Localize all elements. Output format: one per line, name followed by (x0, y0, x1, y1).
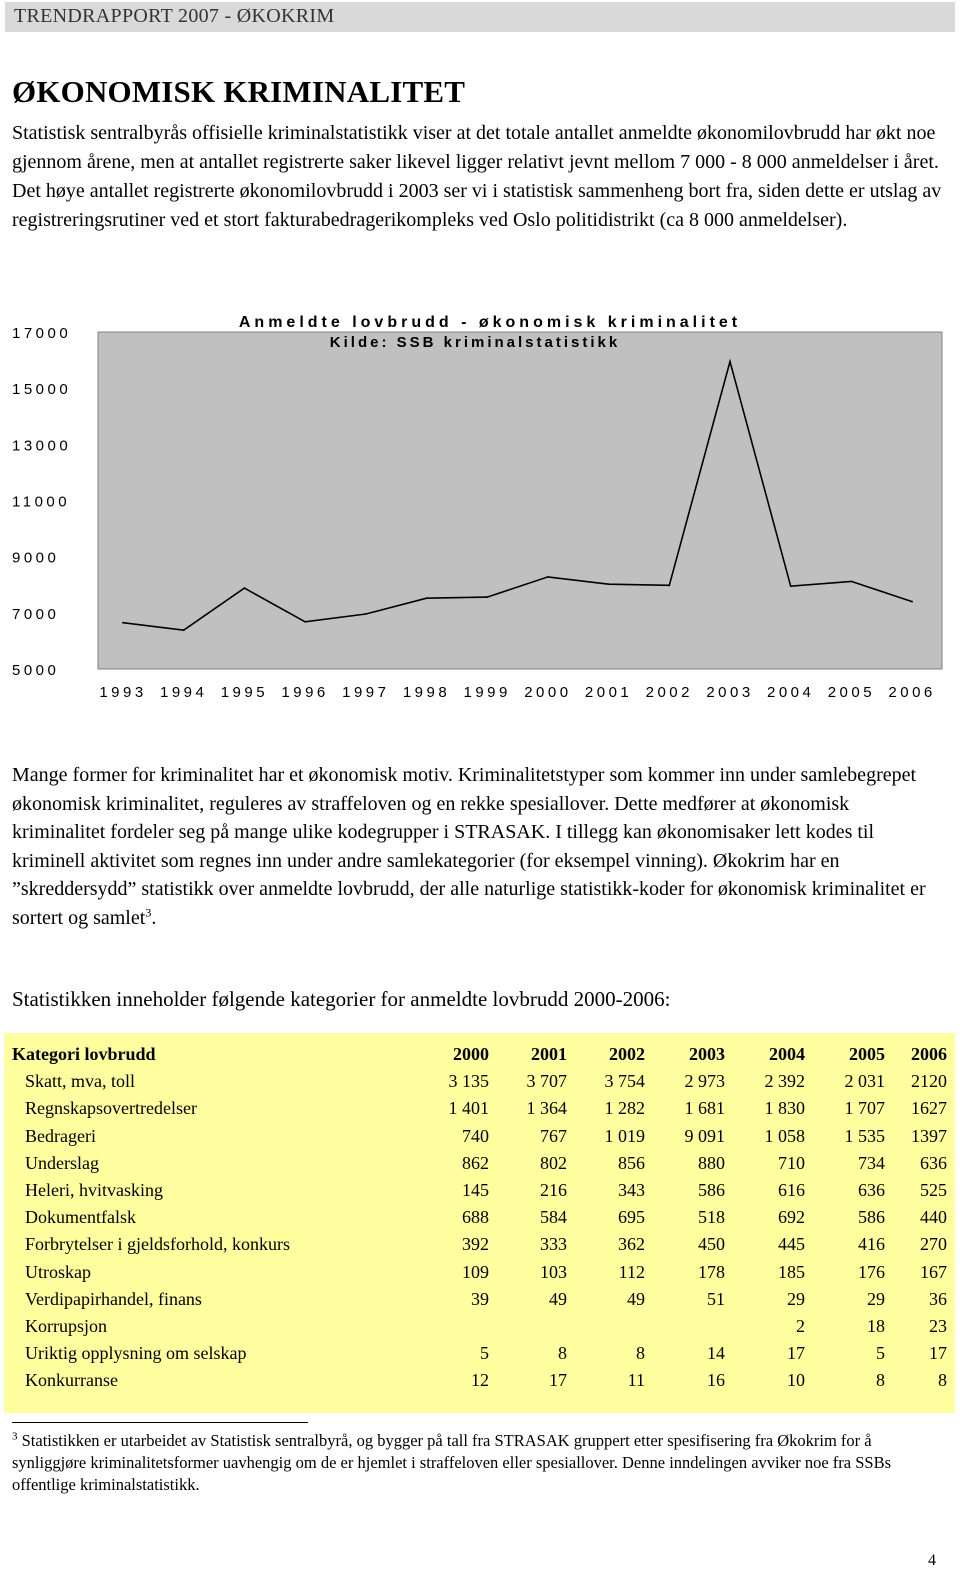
data-point (183, 629, 185, 631)
table-row (12, 1150, 947, 1177)
table-cell-value: 1 058 (764, 1125, 805, 1146)
table-header-year: 2002 (609, 1044, 645, 1065)
table-cell-value: 688 (462, 1207, 489, 1228)
table-cell-value: 440 (920, 1207, 947, 1228)
table-header-year: 2004 (769, 1044, 805, 1065)
x-tick-label: 2004 (767, 684, 815, 701)
table-cell-value: 2120 (911, 1071, 947, 1092)
table-cell-value: 36 (929, 1288, 947, 1309)
table-header-category: Kategori lovbrudd (12, 1044, 156, 1065)
table-cell-value: 695 (618, 1207, 645, 1228)
table-cell-category: Regnskapsovertredelser (25, 1098, 197, 1119)
table-cell-value: 29 (787, 1288, 805, 1309)
motive-end: . (151, 906, 157, 929)
table-cell-value: 1 535 (844, 1125, 885, 1146)
table-cell-value: 11 (627, 1370, 645, 1391)
x-tick-label: 1994 (160, 684, 208, 701)
table-cell-value: 8 (636, 1343, 645, 1364)
table-row (12, 1231, 947, 1258)
table-row (12, 1177, 947, 1204)
table-cell-value: 17 (929, 1343, 947, 1364)
table-cell-value: 416 (858, 1234, 885, 1255)
table-cell-category: Bedrageri (25, 1125, 96, 1146)
data-point (365, 613, 367, 615)
table-cell-value: 10 (787, 1370, 805, 1391)
table-cell-value: 39 (471, 1288, 489, 1309)
table-cell-value: 29 (867, 1288, 885, 1309)
footnote-separator (12, 1422, 308, 1423)
table-cell-value: 270 (920, 1234, 947, 1255)
y-tick-label: 9000 (12, 549, 60, 567)
table-cell-value: 1397 (911, 1125, 947, 1146)
table-cell-value: 734 (858, 1152, 885, 1173)
table-cell-value: 5 (876, 1343, 885, 1364)
table-row (12, 1123, 947, 1150)
table-cell-value: 525 (920, 1180, 947, 1201)
table-cell-value: 2 392 (764, 1071, 805, 1092)
table-cell-value: 636 (858, 1180, 885, 1201)
table-cell-value: 445 (778, 1234, 805, 1255)
table-cell-value: 167 (920, 1261, 947, 1282)
table-cell-value: 1 681 (684, 1098, 725, 1119)
line-chart-svg (0, 298, 960, 718)
x-tick-label: 2005 (827, 684, 876, 701)
table-cell-value (399, 1313, 489, 1340)
table-cell-value: 49 (549, 1288, 567, 1309)
table-header-year: 2003 (689, 1044, 725, 1065)
table-row (12, 1313, 947, 1340)
table-cell-value: 392 (462, 1234, 489, 1255)
table-row (12, 1367, 947, 1394)
x-tick-label: 1998 (402, 684, 451, 701)
table-cell-category: Skatt, mva, toll (25, 1071, 135, 1092)
category-table-panel (4, 1033, 955, 1413)
line-chart (0, 298, 960, 718)
table-cell-category: Dokumentfalsk (25, 1207, 136, 1228)
data-point (911, 601, 913, 603)
x-tick-label: 2003 (706, 684, 754, 701)
table-cell-value: 49 (627, 1288, 645, 1309)
y-tick-label: 11000 (12, 493, 71, 511)
data-point (668, 584, 670, 586)
table-cell-value: 8 (558, 1343, 567, 1364)
table-cell-category: Underslag (25, 1152, 99, 1173)
intro-paragraph: Statistisk sentralbyrås offisielle kriminalstatistikk viser at det totale antallet anmeldte økonomilovbrudd har økt noe gjennom årene, men at antallet registrerte saker likevel ligger relativt jevnt mellom 7 000 - 8 000 anmeldelser i året. Det høye antallet registrerte økonomilovbrudd i 2003 ser vi i statistisk sammenheng bort fra, siden dette er utslag av registreringsrutiner ved et stort fakturabedragerikompleks ved Oslo politidistrikt (ca 8 000 anmeldelser). (12, 122, 942, 231)
table-cell-category: Korrupsjon (25, 1315, 107, 1336)
table-cell-value: 23 (929, 1315, 947, 1336)
table-cell-category: Forbrytelser i gjeldsforhold, konkurs (25, 1234, 290, 1255)
table-cell-value: 362 (618, 1234, 645, 1255)
x-tick-label: 2000 (524, 684, 572, 701)
table-cell-value: 1 830 (764, 1098, 805, 1119)
table-cell-value: 8 (938, 1370, 947, 1391)
data-point (426, 597, 428, 599)
table-header-year: 2001 (531, 1044, 567, 1065)
footnote-number: 3 (12, 1430, 18, 1443)
x-tick-label: 1999 (463, 684, 511, 701)
data-point (122, 622, 124, 624)
table-cell-value: 343 (618, 1180, 645, 1201)
y-tick-label: 17000 (12, 325, 72, 342)
table-cell-value: 767 (540, 1125, 567, 1146)
data-point (851, 581, 853, 583)
chart-title: Anmeldte lovbrudd - økonomisk kriminalitet (238, 314, 742, 331)
table-cell-value: 518 (698, 1207, 725, 1228)
table-cell-value: 9 091 (684, 1125, 725, 1146)
table-cell-value: 12 (471, 1370, 489, 1391)
table-cell-value: 692 (778, 1207, 805, 1228)
table-cell-value: 3 754 (604, 1071, 645, 1092)
table-cell-value: 710 (778, 1152, 805, 1173)
table-cell-value: 14 (707, 1343, 725, 1364)
table-cell-value: 18 (867, 1315, 885, 1336)
x-tick-label: 2001 (584, 684, 633, 701)
footnote-text: Statistikken er utarbeidet av Statistisk sentralbyrå, og bygger på tall fra STRASAK gruppert etter spesifisering fra Økokrim for å synliggjøre kriminalitetsformer uavhengig om de er hjemlet i straffeloven eller spesiallover. Denne inndelingen avviker noe fra SSBs offentlige kriminalstatistikk. (12, 1431, 891, 1494)
y-tick-label: 7000 (12, 605, 60, 623)
table-cell-value: 586 (858, 1207, 885, 1228)
table-cell-value (489, 1313, 567, 1340)
data-point (790, 585, 792, 587)
data-point (304, 621, 306, 623)
table-cell-value: 1627 (911, 1098, 947, 1119)
table-cell-value: 2 973 (684, 1071, 725, 1092)
table-header-row (12, 1041, 947, 1068)
x-tick-label: 2002 (645, 684, 693, 701)
table-cell-value: 880 (698, 1152, 725, 1173)
table-header-year: 2006 (911, 1044, 947, 1065)
table-cell-value: 3 135 (448, 1071, 489, 1092)
table-row (12, 1204, 947, 1231)
table-cell-value: 8 (876, 1370, 885, 1391)
table-cell-value: 450 (698, 1234, 725, 1255)
table-cell-value: 176 (858, 1261, 885, 1282)
footnote (12, 1430, 947, 1496)
table-cell-value (567, 1313, 645, 1340)
table-cell-value: 802 (540, 1152, 567, 1173)
table-cell-value: 1 401 (448, 1098, 489, 1119)
x-tick-label: 1995 (220, 684, 269, 701)
data-point (729, 361, 731, 363)
table-cell-value: 1 364 (526, 1098, 567, 1119)
table-cell-value: 112 (618, 1261, 645, 1282)
table-row (12, 1068, 947, 1095)
table-cell-value: 2 031 (844, 1071, 885, 1092)
table-cell-value: 109 (462, 1261, 489, 1282)
data-point (244, 587, 246, 589)
table-cell-value: 636 (920, 1152, 947, 1173)
x-tick-label: 2006 (888, 684, 936, 701)
x-tick-label: 1993 (99, 684, 147, 701)
table-cell-value: 17 (549, 1370, 567, 1391)
table-cell-value: 862 (462, 1152, 489, 1173)
table-row (12, 1340, 947, 1367)
table-cell-value: 2 (796, 1315, 805, 1336)
y-tick-label: 13000 (12, 437, 72, 455)
table-row (12, 1095, 947, 1122)
data-point (547, 576, 549, 578)
table-header-year: 2000 (453, 1044, 489, 1065)
footnote-ref-3: 3 (145, 904, 152, 919)
table-cell-value: 740 (462, 1125, 489, 1146)
table-cell-value: 584 (540, 1207, 567, 1228)
data-point (486, 596, 488, 598)
x-tick-label: 1997 (342, 684, 390, 701)
table-cell-value: 17 (787, 1343, 805, 1364)
table-cell-value: 16 (707, 1370, 725, 1391)
x-tick-label: 1996 (281, 684, 329, 701)
running-header-title: TRENDRAPPORT 2007 - ØKOKRIM (14, 5, 335, 27)
table-cell-category: Heleri, hvitvasking (25, 1180, 163, 1201)
table-cell-value: 333 (540, 1234, 567, 1255)
table-cell-value: 145 (462, 1180, 489, 1201)
category-table (12, 1041, 947, 1394)
y-tick-label: 5000 (12, 662, 60, 679)
table-cell-category: Verdipapirhandel, finans (25, 1288, 202, 1309)
table-row (12, 1286, 947, 1313)
table-cell-value: 1 019 (604, 1125, 645, 1146)
running-header (5, 2, 955, 32)
plot-area (98, 332, 942, 669)
table-cell-category: Utroskap (25, 1261, 91, 1282)
chart-subtitle: Kilde: SSB kriminalstatistikk (329, 334, 621, 351)
table-cell-value: 1 707 (844, 1098, 885, 1119)
table-cell-value: 3 707 (526, 1071, 567, 1092)
table-intro-paragraph: Statistikken inneholder følgende kategorier for anmeldte lovbrudd 2000-2006: (12, 987, 671, 1011)
table-row (12, 1259, 947, 1286)
table-cell-value: 185 (778, 1261, 805, 1282)
table-cell-value: 616 (778, 1180, 805, 1201)
table-cell-value: 1 282 (604, 1098, 645, 1119)
data-point (608, 583, 610, 585)
table-cell-value: 586 (698, 1180, 725, 1201)
table-cell-value: 51 (707, 1288, 725, 1309)
page-number: 4 (928, 1552, 936, 1569)
page-title: ØKONOMISK KRIMINALITET (12, 74, 466, 109)
table-cell-category: Uriktig opplysning om selskap (25, 1343, 247, 1364)
motive-text: Mange former for kriminalitet har et økonomisk motiv. Kriminalitetstyper som kommer inn under samlebegrepet økonomisk kriminalitet, reguleres av straffeloven og en rekke spesiallover. Dette medfører at økonomisk kriminalitet fordeler seg på mange ulike kodegrupper i STRASAK. I tillegg kan økonomisaker lett kodes til kriminell aktivitet som regnes inn under andre samlekategorier (for eksempel vinning). Økokrim har en ”skreddersydd” statistikk over anmeldte lovbrudd, der alle naturlige statistikk-koder for økonomisk kriminalitet er sortert og samlet (12, 764, 926, 929)
table-cell-value: 216 (540, 1180, 567, 1201)
table-cell-value: 178 (698, 1261, 725, 1282)
motive-paragraph (12, 761, 942, 932)
table-cell-category: Konkurranse (25, 1370, 118, 1391)
table-header-year: 2005 (849, 1044, 885, 1065)
y-tick-label: 15000 (12, 381, 72, 399)
table-cell-value: 103 (540, 1261, 567, 1282)
table-cell-value: 856 (618, 1152, 645, 1173)
table-cell-value (645, 1313, 725, 1340)
table-cell-value: 5 (480, 1343, 489, 1364)
